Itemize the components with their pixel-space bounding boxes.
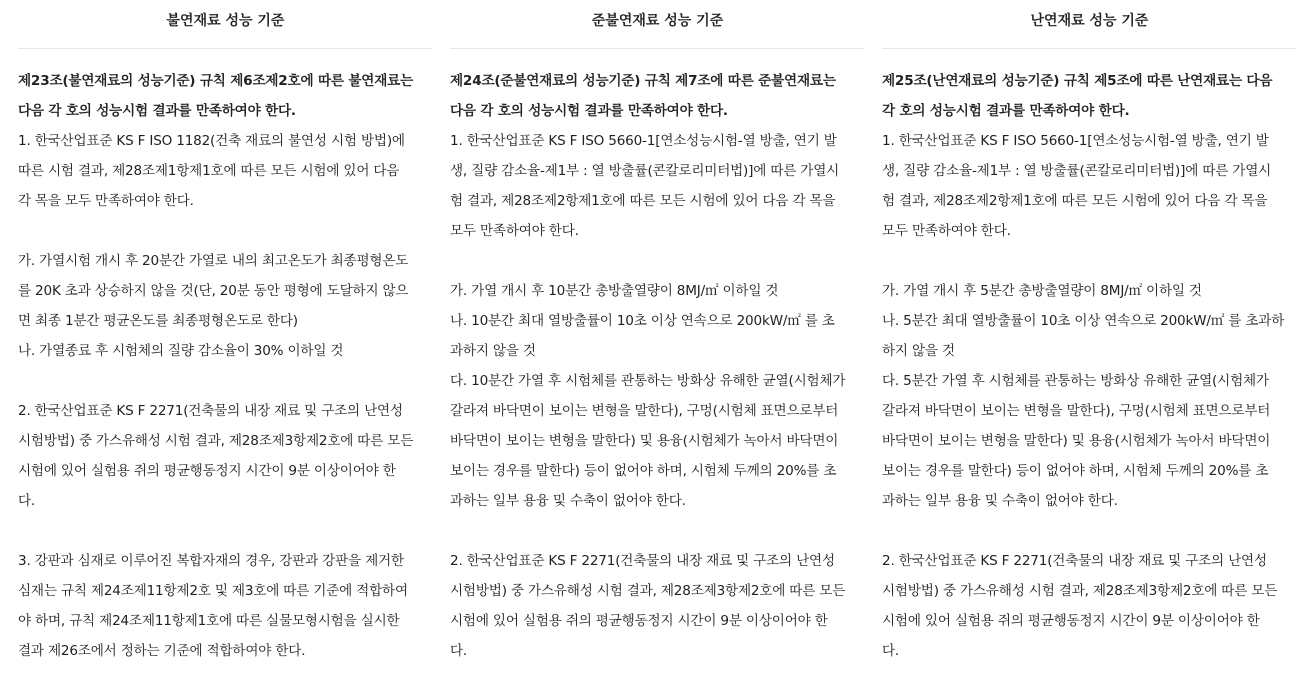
column-body <box>882 49 1297 666</box>
text-line: 모두 만족하여야 한다. <box>882 223 1011 239</box>
text-line: 시험에 있어 실험용 쥐의 평균행동정지 시간이 9분 이상이어야 한 <box>882 613 1260 629</box>
text-line: 심재는 규칙 제24조제11항제2호 및 제3호에 따른 기준에 적합하여 <box>18 583 408 599</box>
text-line: 모두 만족하여야 한다. <box>450 223 579 239</box>
text-line: 험 결과, 제28조제2항제1호에 따른 모든 시험에 있어 다음 각 목을 <box>450 193 836 209</box>
article-title-line: 제24조(준불연재료의 성능기준) 규칙 제7조에 따른 준불연재료는 <box>450 73 836 89</box>
text-line: 3. 강판과 심재로 이루어진 복합자재의 경우, 강판과 강판을 제거한 <box>18 553 404 569</box>
column-header: 불연재료 성능 기준 <box>18 0 433 49</box>
text-line: 다. <box>882 643 900 659</box>
text-line: 2. 한국산업표준 KS F 2271(건축물의 내장 재료 및 구조의 난연성 <box>18 403 403 419</box>
text-line: 가. 가열 개시 후 5분간 총방출열량이 8MJ/㎡ 이하일 것 <box>882 283 1202 299</box>
text-line: 다. <box>18 493 36 509</box>
text-line: 나. 5분간 최대 열방출률이 10초 이상 연속으로 200kW/㎡ 를 초과하 <box>882 313 1285 329</box>
column-quasi-noncombustible <box>450 0 865 666</box>
text-line: 1. 한국산업표준 KS F ISO 5660-1[연소성능시험-열 방출, 연기 발 <box>450 133 837 149</box>
text-line: 각 목을 모두 만족하여야 한다. <box>18 193 194 209</box>
text-line: 험 결과, 제28조제2항제1호에 따른 모든 시험에 있어 다음 각 목을 <box>882 193 1268 209</box>
text-line: 과하는 일부 용융 및 수축이 없어야 한다. <box>882 493 1118 509</box>
text-line: 시험에 있어 실험용 쥐의 평균행동정지 시간이 9분 이상이어야 한 <box>18 463 396 479</box>
text-line: 2. 한국산업표준 KS F 2271(건축물의 내장 재료 및 구조의 난연성 <box>450 553 835 569</box>
text-line: 생, 질량 감소율-제1부 : 열 방출률(콘칼로리미터법)]에 따른 가열시 <box>882 163 1272 179</box>
text-line: 1. 한국산업표준 KS F ISO 5660-1[연소성능시험-열 방출, 연기 발 <box>882 133 1269 149</box>
text-line: 보이는 경우를 말한다) 등이 없어야 하며, 시험체 두께의 20%를 초 <box>882 463 1269 479</box>
blank-line <box>450 246 865 276</box>
blank-line <box>882 246 1297 276</box>
text-line: 과하지 않을 것 <box>450 343 536 359</box>
text-line: 1. 한국산업표준 KS F ISO 1182(건축 재료의 불연성 시험 방법)에 <box>18 133 405 149</box>
blank-line <box>18 516 433 546</box>
text-line: 보이는 경우를 말한다) 등이 없어야 하며, 시험체 두께의 20%를 초 <box>450 463 837 479</box>
blank-line <box>450 516 865 546</box>
text-line: 야 하며, 규칙 제24조제11항제1호에 따른 실물모형시험을 실시한 <box>18 613 400 629</box>
text-line: 나. 가열종료 후 시험체의 질량 감소율이 30% 이하일 것 <box>18 343 344 359</box>
text-line: 나. 10분간 최대 열방출률이 10초 이상 연속으로 200kW/㎡ 를 초 <box>450 313 835 329</box>
column-header: 난연재료 성능 기준 <box>882 0 1297 49</box>
text-line: 가. 가열시험 개시 후 20분간 가열로 내의 최고온도가 최종평형온도 <box>18 253 409 269</box>
text-line: 갈라져 바닥면이 보이는 변형을 말한다), 구멍(시험체 표면으로부터 <box>450 403 839 419</box>
article-title-line: 다음 각 호의 성능시험 결과를 만족하여야 한다. <box>450 103 728 119</box>
text-line: 2. 한국산업표준 KS F 2271(건축물의 내장 재료 및 구조의 난연성 <box>882 553 1267 569</box>
text-line: 면 최종 1분간 평균온도를 최종평형온도로 한다) <box>18 313 298 329</box>
blank-line <box>18 216 433 246</box>
text-line: 과하는 일부 용융 및 수축이 없어야 한다. <box>450 493 686 509</box>
text-line: 다. 10분간 가열 후 시험체를 관통하는 방화상 유해한 균열(시험체가 <box>450 373 846 389</box>
article-title-line: 제23조(불연재료의 성능기준) 규칙 제6조제2호에 따른 불연재료는 <box>18 73 414 89</box>
column-body <box>18 49 433 666</box>
text-line: 생, 질량 감소율-제1부 : 열 방출률(콘칼로리미터법)]에 따른 가열시 <box>450 163 840 179</box>
text-line: 가. 가열 개시 후 10분간 총방출열량이 8MJ/㎡ 이하일 것 <box>450 283 779 299</box>
article-title-line: 다음 각 호의 성능시험 결과를 만족하여야 한다. <box>18 103 296 119</box>
article-title-line: 각 호의 성능시험 결과를 만족하여야 한다. <box>882 103 1130 119</box>
text-line: 갈라져 바닥면이 보이는 변형을 말한다), 구멍(시험체 표면으로부터 <box>882 403 1271 419</box>
text-line: 따른 시험 결과, 제28조제1항제1호에 따른 모든 시험에 있어 다음 <box>18 163 400 179</box>
article-title-line: 제25조(난연재료의 성능기준) 규칙 제5조에 따른 난연재료는 다음 <box>882 73 1273 89</box>
text-line: 결과 제26조에서 정하는 기준에 적합하여야 한다. <box>18 643 306 659</box>
text-line: 바닥면이 보이는 변형을 말한다) 및 용융(시험체가 녹아서 바닥면이 <box>450 433 839 449</box>
text-line: 시험방법) 중 가스유해성 시험 결과, 제28조제3항제2호에 따른 모든 <box>882 583 1278 599</box>
column-flame-retardant <box>882 0 1297 666</box>
blank-line <box>882 516 1297 546</box>
text-line: 시험방법) 중 가스유해성 시험 결과, 제28조제3항제2호에 따른 모든 <box>18 433 414 449</box>
text-line: 시험방법) 중 가스유해성 시험 결과, 제28조제3항제2호에 따른 모든 <box>450 583 846 599</box>
column-noncombustible <box>18 0 433 666</box>
text-line: 바닥면이 보이는 변형을 말한다) 및 용융(시험체가 녹아서 바닥면이 <box>882 433 1271 449</box>
text-line: 다. 5분간 가열 후 시험체를 관통하는 방화상 유해한 균열(시험체가 <box>882 373 1269 389</box>
text-line: 하지 않을 것 <box>882 343 955 359</box>
blank-line <box>18 366 433 396</box>
column-header: 준불연재료 성능 기준 <box>450 0 865 49</box>
column-body <box>450 49 865 666</box>
text-line: 시험에 있어 실험용 쥐의 평균행동정지 시간이 9분 이상이어야 한 <box>450 613 828 629</box>
text-line: 를 20K 초과 상승하지 않을 것(단, 20분 동안 평형에 도달하지 않으 <box>18 283 409 299</box>
text-line: 다. <box>450 643 468 659</box>
